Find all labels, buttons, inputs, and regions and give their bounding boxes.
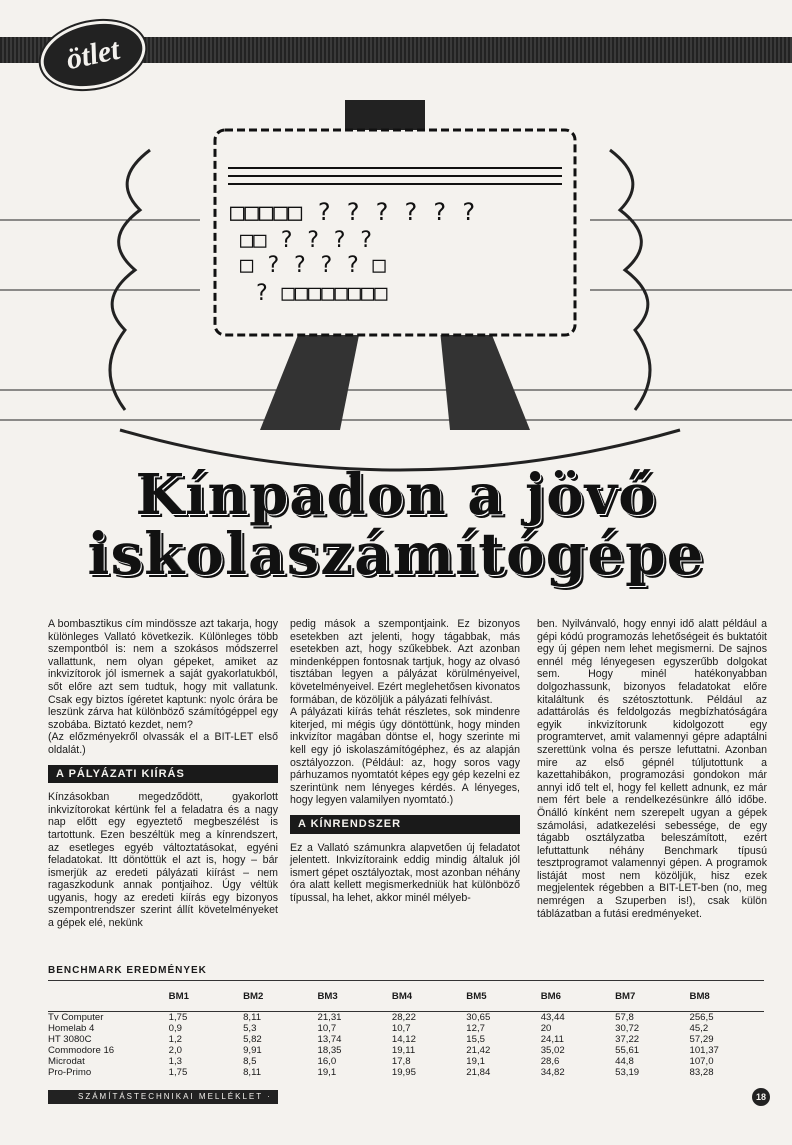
- benchmark-value-cell: 19,95: [391, 1067, 416, 1078]
- benchmark-value-cell: 83,28: [689, 1067, 714, 1078]
- benchmark-value-cell: 12,7: [466, 1023, 485, 1034]
- benchmark-value-cell: 57,29: [689, 1034, 714, 1045]
- table-header-cell: BM1: [169, 981, 243, 1012]
- column-2: [290, 618, 520, 904]
- screen-row-2: □□ ? ? ? ?: [240, 228, 373, 253]
- otlet-logo: [34, 12, 151, 99]
- paragraph: pedig mások a szempontjaink. Ez bizonyos esetekben azt jelenti, hogy tágabbak, más esetekben azt, hogy szűkebbek. Azt azonban mindenképpen fontosnak tartjuk, hogy az olvasó tisztában legyen a pályázat körülményeivel, követelményeivel. Ezért meglehetősen kivonatos formában, de közöljük a pályázati felhívást.: [290, 618, 520, 706]
- paragraph: ben. Nyilvánvaló, hogy ennyi idő alatt például a gépi kódú programozás lehetőségeit és buktatóit egy új gépen nem lehet megismerni. De sajnos ennél még lényegesen egyszerűbb dolgokat sem. Hogy minél hatékonyabban dolgozhassunk, bizonyos feladatokat előre kitaláltunk és szétosztottunk. Például az adattárolás és feldolgozás megbízhatóságára egyik inkvizítorunk kidolgozott egy programtervet, amit valamennyi gépre adaptálni szerettünk volna és persze lefuttatni. Azonban mire az első gépnél túljutottunk a kazettahibákon, programozási gondokon már annyi idő telt el, hogy fel kellett adnunk, ez már nem fért bele a rendelkezésünkre álló időbe. Önálló kínként nem szerepelt ugyan a gépek számolási, adatkezelési sebessége, de egy tágabb osztályzatba beleszámított, ezért lefuttattunk néhány Benchmark típusú tesztprogramot valamennyi gépen. A programok listáját most nem közöljük, hisz ezek megjelentek régebben a BIT-LET-ben (no, meg nemrégen a Szuperben is!), csak külön táblázatban a futási eredményeket.: [537, 618, 767, 920]
- benchmark-value-cell: 44,8: [615, 1056, 634, 1067]
- benchmark-value-cell: 1,75: [168, 1067, 188, 1078]
- machine-name-cell: Microdat: [48, 1056, 85, 1067]
- benchmark-value-cell: 37,22: [615, 1034, 640, 1045]
- benchmark-value-cell: 16,0: [317, 1056, 337, 1067]
- paragraph: A pályázati kiírás tehát részletes, sok mindenre kiterjed, mi mégis úgy döntöttünk, hogy minden inkvizítor magában döntse el, hogy szerinte mi kell egy jó iskolaszámítógéphez, és az alapján osztályozzon. (Például: az, hogy soros vagy párhuzamos nyomtatót képes egy gép kezelni ez szerintünk nem lényeges kérdés. A lényeges, hogy legyen valamilyen nyomtató.): [290, 706, 520, 807]
- table-header-cell: BM7: [615, 981, 689, 1012]
- table-header-cell: BM5: [466, 981, 540, 1012]
- table-row: [48, 1067, 764, 1078]
- benchmark-value-cell: 15,5: [466, 1034, 485, 1045]
- benchmark-value-cell: 10,7: [391, 1023, 411, 1034]
- table-header-cell: BM8: [690, 981, 764, 1012]
- column-1: [48, 618, 278, 930]
- benchmark-value-cell: 19,1: [317, 1067, 337, 1078]
- paragraph: Kínzásokban megedződött, gyakorlott inkvizítorokat kértünk fel a feladatra és a nagy nap előtt egy egyeztető megbeszélést is tartottunk. Ezen beszéltük meg a kínrendszert, az esetleges egyéb változtatásokat, egyéni feladatokat. Itt döntöttük el azt is, hogy – bár ismerjük az eredeti pályázati kiírást – nem ragaszkodunk annak pontjaihoz. Úgy véltük ugyanis, hogy az eredeti kiírás egy bizonyos szempontrendszer szerint állít követelményeket a gépek elé, nekünk: [48, 791, 278, 930]
- benchmark-value-cell: 24,11: [540, 1034, 564, 1045]
- benchmark-table: [48, 980, 764, 1078]
- benchmark-value-cell: 20: [540, 1023, 552, 1034]
- page-number: 18: [752, 1088, 770, 1106]
- table-header-cell: [48, 981, 169, 1012]
- paragraph: (Az előzményekről olvassák el a BIT-LET első oldalát.): [48, 731, 278, 756]
- benchmark-value-cell: 17,8: [391, 1056, 411, 1067]
- benchmark-value-cell: 57,8: [615, 1012, 634, 1023]
- article-title-line2: iskolaszámítógépe: [87, 520, 705, 588]
- table-row: [48, 1056, 764, 1067]
- table-row: [48, 1045, 764, 1056]
- paragraph: A bombasztikus cím mindössze azt takarja, hogy különleges Vallató következik. Különleges több szempontból is: nem a szokásos módszerrel vallattunk, nem olyan gépeket, amiket az inkvizítorok jól ismernek a saját gyakorlatukból, sőt előre azt sem tudtuk, hogy mit vallatunk. Csak egy biztos ígéretet kaptunk: nyolc órára be leszünk zárva hat különböző számítógéppel egy szobába. Biztató kezdet, nem?: [48, 618, 278, 731]
- benchmark-value-cell: 21,84: [466, 1067, 491, 1078]
- benchmark-value-cell: 0,9: [168, 1023, 183, 1034]
- table-header-cell: BM6: [541, 981, 615, 1012]
- benchmark-value-cell: 1,2: [168, 1034, 183, 1045]
- benchmark-value-cell: 1,75: [168, 1012, 188, 1023]
- paragraph: Ez a Vallató számunkra alapvetően új feladatot jelentett. Inkvizítoraink eddig mindig általuk jól ismert gépet osztályoztak, most azonban néhány óra alatt kellett megismerkedniük hat különböző típussal, ha lehet, akkor minél mélyeb-: [290, 841, 520, 904]
- machine-name-cell: Tv Computer: [48, 1012, 104, 1023]
- table-row: [48, 1034, 764, 1045]
- machine-name-cell: Pro-Primo: [48, 1067, 92, 1078]
- benchmark-value-cell: 45,2: [689, 1023, 709, 1034]
- table-header-cell: BM3: [317, 981, 391, 1012]
- benchmark-value-cell: 34,82: [540, 1067, 565, 1078]
- benchmark-value-cell: 5,3: [243, 1023, 257, 1034]
- section-heading: A PÁLYÁZATI KIÍRÁS: [48, 765, 278, 784]
- benchmark-value-cell: 256,5: [689, 1012, 714, 1023]
- benchmark-value-cell: 10,7: [317, 1023, 337, 1034]
- benchmark-value-cell: 101,37: [689, 1045, 719, 1056]
- benchmark-value-cell: 14,12: [391, 1034, 416, 1045]
- benchmark-value-cell: 8,11: [243, 1012, 262, 1023]
- article-title-line1: Kínpadon a jövő: [135, 462, 657, 528]
- benchmark-value-cell: 21,31: [317, 1012, 342, 1023]
- benchmark-value-cell: 5,82: [243, 1034, 262, 1045]
- table-row: [48, 1023, 764, 1034]
- benchmark-value-cell: 9,91: [243, 1045, 262, 1056]
- machine-name-cell: Homelab 4: [48, 1023, 95, 1034]
- benchmark-value-cell: 13,74: [317, 1034, 342, 1045]
- table-header-cell: BM2: [243, 981, 317, 1012]
- benchmark-value-cell: 8,5: [243, 1056, 257, 1067]
- machine-name-cell: Commodore 16: [48, 1045, 115, 1056]
- benchmark-value-cell: 30,65: [466, 1012, 491, 1023]
- benchmark-value-cell: 53,19: [615, 1067, 640, 1078]
- screen-row-3: □ ? ? ? ? □: [240, 253, 386, 278]
- benchmark-title: BENCHMARK EREDMÉNYEK: [48, 965, 207, 976]
- benchmark-value-cell: 19,1: [466, 1056, 485, 1067]
- benchmark-value-cell: 19,11: [391, 1045, 416, 1056]
- table-row: [48, 1012, 764, 1024]
- benchmark-value-cell: 43,44: [540, 1012, 565, 1023]
- benchmark-value-cell: 107,0: [689, 1056, 714, 1067]
- screen-row-4: ? □□□□□□□□: [255, 281, 388, 306]
- benchmark-value-cell: 2,0: [168, 1045, 183, 1056]
- benchmark-value-cell: 30,72: [615, 1023, 640, 1034]
- footer-label: SZÁMÍTÁSTECHNIKAI MELLÉKLET · MÁJUS: [48, 1090, 278, 1104]
- benchmark-value-cell: 21,42: [466, 1045, 491, 1056]
- table-header-cell: BM4: [392, 981, 466, 1012]
- benchmark-value-cell: 18,35: [317, 1045, 342, 1056]
- computer-illustration: [0, 90, 792, 490]
- section-heading: A KÍNRENDSZER: [290, 815, 520, 834]
- screen-row-1: □□□□□ ? ? ? ? ? ?: [230, 198, 476, 226]
- benchmark-value-cell: 1,3: [168, 1056, 183, 1067]
- benchmark-value-cell: 28,22: [391, 1012, 416, 1023]
- benchmark-value-cell: 8,11: [243, 1067, 262, 1078]
- logo-text: ötlet: [63, 32, 123, 77]
- benchmark-value-cell: 35,02: [540, 1045, 565, 1056]
- benchmark-value-cell: 28,6: [540, 1056, 560, 1067]
- benchmark-value-cell: 55,61: [615, 1045, 640, 1056]
- machine-name-cell: HT 3080C: [48, 1034, 92, 1045]
- column-3: [537, 618, 767, 920]
